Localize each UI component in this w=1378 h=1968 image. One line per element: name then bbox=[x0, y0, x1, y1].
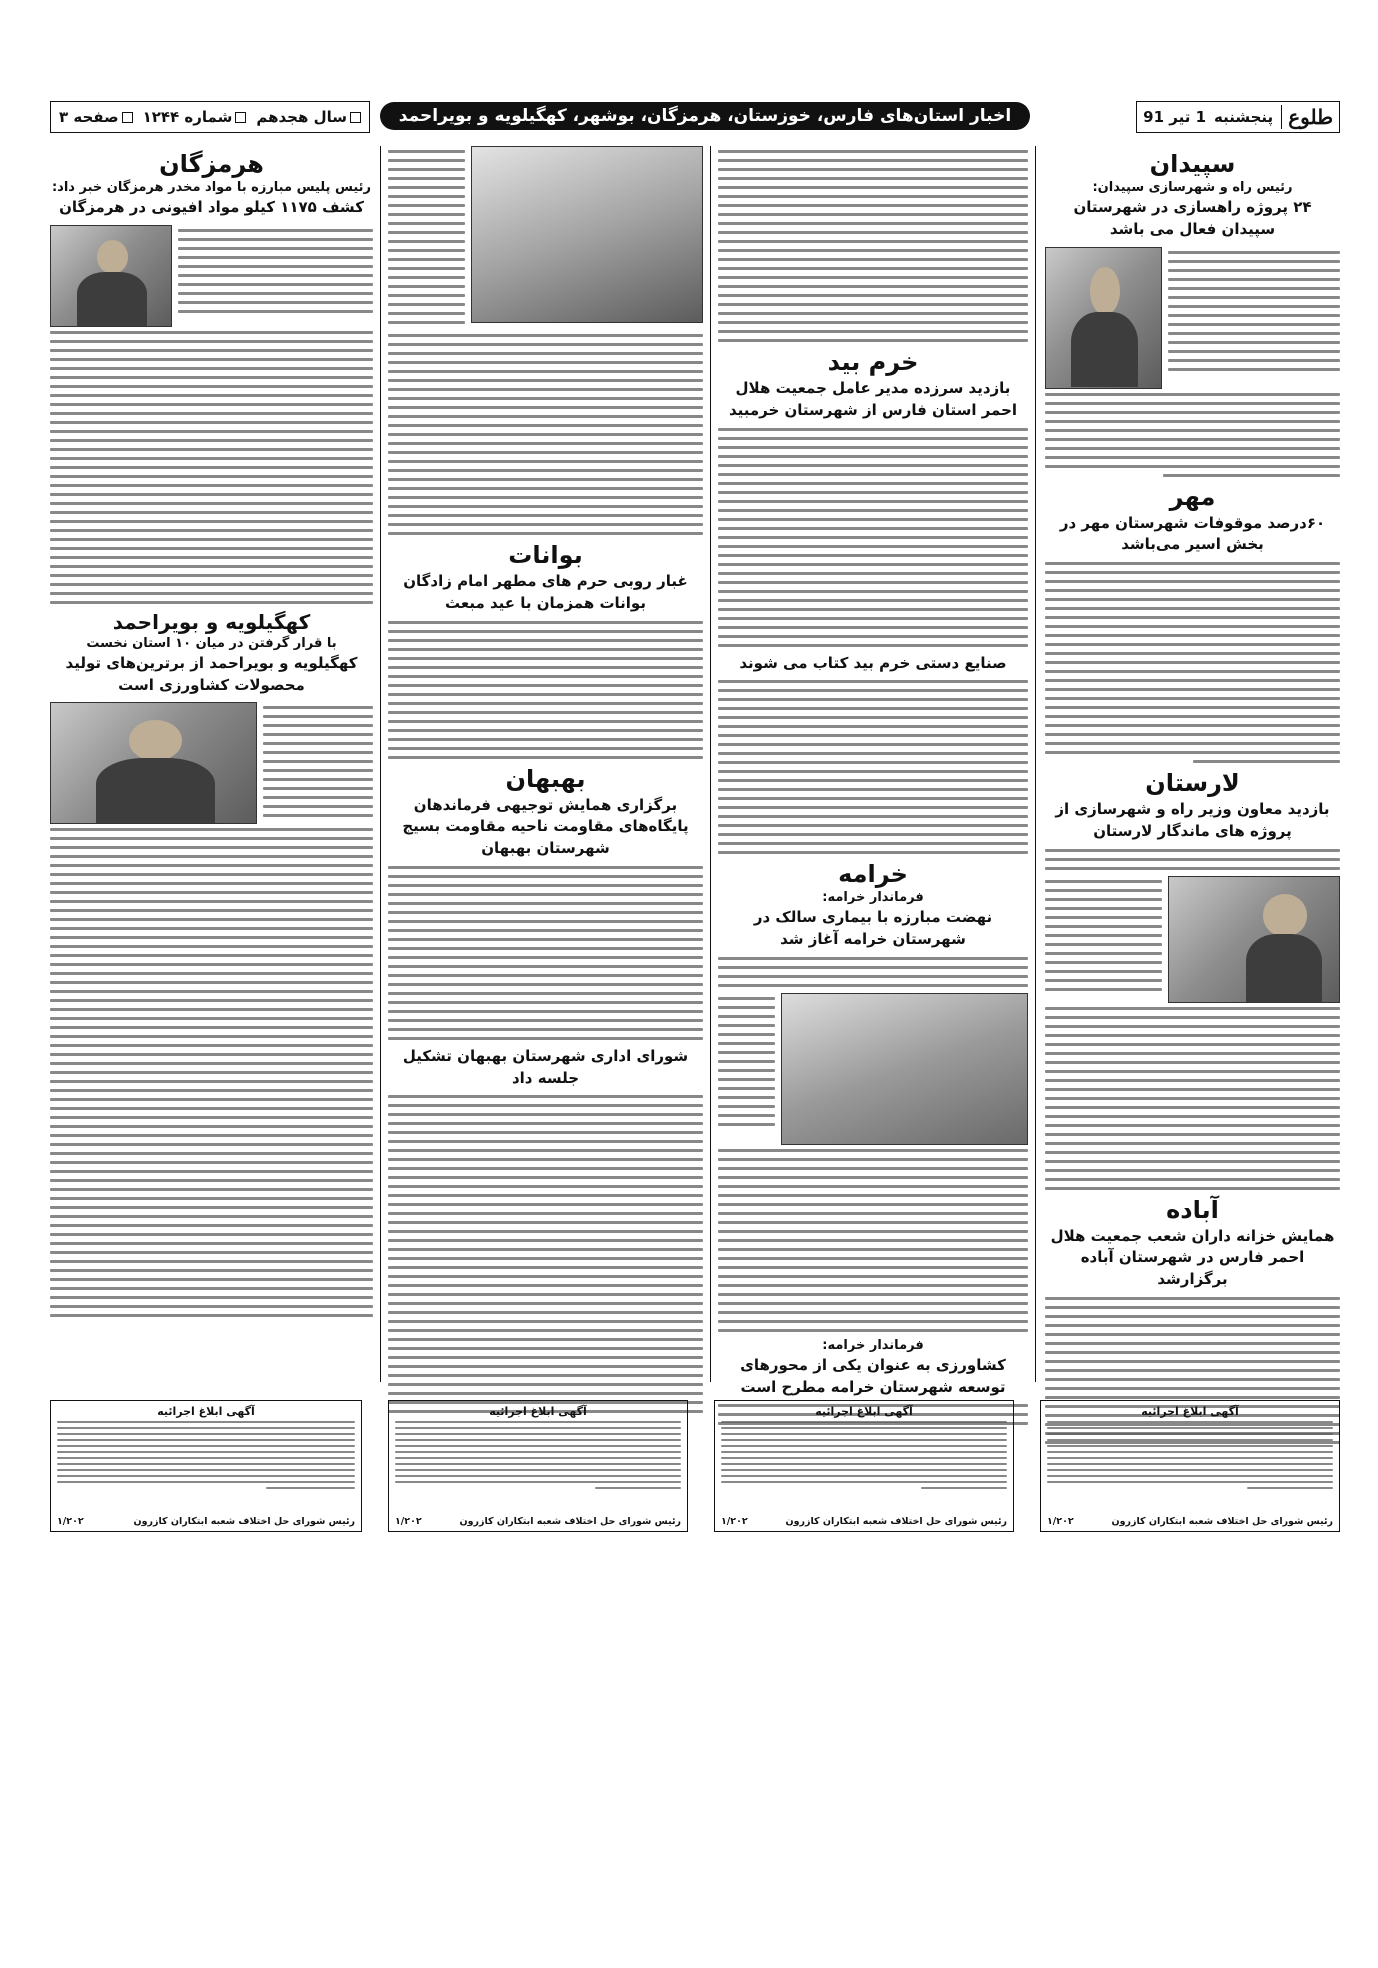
article-subheading: صنایع دستی خرم بید کتاب می شوند bbox=[739, 653, 1007, 672]
section-heading: لارستان bbox=[1145, 769, 1240, 797]
section-heading: بهبهان bbox=[505, 764, 586, 793]
section-heading: خرامه bbox=[838, 860, 908, 889]
legal-notice: آگهی ابلاغ اجرائیه رئیس شورای حل اختلاف شعبه ابتکاران کازرون ۱/۲۰۲ bbox=[714, 1400, 1014, 1532]
square-bullet-icon bbox=[122, 112, 133, 123]
article-title: شورای اداری شهرستان بهبهان تشکیل جلسه داد bbox=[402, 1046, 689, 1087]
article-title: همایش خزانه داران شعب جمعیت هلال احمر فارس در شهرستان آباده برگزارشد bbox=[1050, 1226, 1335, 1288]
column-3 bbox=[388, 146, 703, 1382]
article-body bbox=[388, 621, 703, 759]
article-body bbox=[178, 229, 373, 327]
newspaper-logo: طلوع bbox=[1281, 105, 1333, 129]
section-heading: سپیدان bbox=[1149, 150, 1236, 178]
meeting-photo bbox=[781, 993, 1028, 1145]
section-heading: بوانات bbox=[508, 541, 583, 569]
issue-day: پنجشنبه bbox=[1214, 108, 1274, 126]
column-4 bbox=[50, 146, 373, 1382]
masthead-left bbox=[50, 101, 370, 133]
section-heading: کهگیلویه و بویراحمد bbox=[112, 609, 311, 634]
page-number: صفحه ۳ bbox=[59, 108, 133, 126]
column-divider bbox=[380, 146, 381, 1382]
article-title: کهگیلویه و بویراحمد از برترین‌های تولید محصولات کشاورزی است bbox=[65, 653, 358, 694]
square-bullet-icon bbox=[350, 112, 361, 123]
article-title: نهضت مبارزه با بیماری سالک در شهرستان خرامه آغاز شد bbox=[753, 908, 993, 948]
section-banner: اخبار استان‌های فارس، خوزستان، هرمزگان، بوشهر، کهگیلویه و بویراحمد bbox=[380, 102, 1030, 130]
article-subtitle: با قرار گرفتن در میان ۱۰ استان نخست bbox=[86, 635, 337, 651]
article-body bbox=[1168, 251, 1340, 389]
article-subtitle: رئیس پلیس مبارزه با مواد مخدر هرمزگان خبر داد: bbox=[51, 180, 372, 195]
article-title: ۶۰درصد موقوفات شهرستان مهر در بخش اسیر می‌باشد bbox=[1059, 513, 1326, 554]
masthead-right bbox=[1136, 101, 1340, 133]
article-body bbox=[263, 706, 373, 824]
article-title: بازدید معاون وزیر راه و شهرسازی از پروژه های ماندگار لارستان bbox=[1055, 800, 1330, 840]
article-title: کشف ۱۱۷۵ کیلو مواد افیونی در هرمزگان bbox=[59, 198, 364, 216]
article-body bbox=[1045, 1007, 1340, 1190]
column-2 bbox=[718, 146, 1028, 1396]
article-title: غبار روبی حرم های مطهر امام زادگان بوانات همزمان با عید مبعث bbox=[403, 572, 688, 612]
article-body bbox=[50, 828, 373, 1317]
article-title: ۲۴ پروژه راهسازی در شهرستان سپیدان فعال می باشد bbox=[1073, 198, 1312, 238]
column-divider bbox=[1035, 146, 1036, 1382]
issue-number: شماره ۱۲۴۴ bbox=[143, 108, 247, 126]
article-subtitle: رئیس راه و شهرسازی سپیدان: bbox=[1092, 180, 1293, 195]
section-heading: خرم بید bbox=[827, 348, 919, 376]
article-body bbox=[388, 334, 703, 535]
newspaper-page bbox=[50, 100, 1340, 1940]
section-heading: هرمزگان bbox=[159, 150, 264, 178]
article-title: بازدید سرزده مدیر عامل جمعیت هلال احمر استان فارس از شهرستان خرمبید bbox=[728, 379, 1018, 419]
section-heading: مهر bbox=[1169, 482, 1216, 511]
page-header bbox=[50, 100, 1340, 134]
article-body bbox=[718, 997, 775, 1145]
article-body bbox=[718, 957, 1028, 987]
article-body bbox=[718, 150, 1028, 342]
handshake-photo bbox=[471, 146, 703, 323]
article-body bbox=[1045, 393, 1340, 477]
article-subtitle: فرماندار خرامه: bbox=[822, 1337, 924, 1353]
article-body bbox=[718, 428, 1028, 647]
article-body bbox=[718, 1149, 1028, 1332]
article-title: برگزاری همایش توجیهی فرماندهان پایگاه‌های مقاومت ناحیه مقاومت بسیج شهرستان بهبهان bbox=[402, 795, 689, 857]
article-body bbox=[50, 331, 373, 604]
article-body bbox=[1045, 880, 1162, 1003]
square-bullet-icon bbox=[235, 112, 246, 123]
legal-notice: آگهی ابلاغ اجرائیه رئیس شورای حل اختلاف شعبه ابتکاران کازرون ۱/۲۰۲ bbox=[1040, 1400, 1340, 1532]
section-heading: آباده bbox=[1166, 1195, 1219, 1224]
article-body bbox=[1045, 562, 1340, 763]
portrait-photo bbox=[1045, 247, 1162, 389]
article-body bbox=[388, 866, 703, 1040]
column-divider bbox=[710, 146, 711, 1382]
legal-notice: آگهی ابلاغ اجرائیه رئیس شورای حل اختلاف شعبه ابتکاران کازرون ۱/۲۰۲ bbox=[388, 1400, 688, 1532]
article-body bbox=[1045, 849, 1340, 870]
legal-notices bbox=[50, 1400, 1340, 1540]
legal-notice: آگهی ابلاغ اجرائیه رئیس شورای حل اختلاف شعبه ابتکاران کازرون ۱/۲۰۲ bbox=[50, 1400, 362, 1532]
news-photo bbox=[1168, 876, 1340, 1003]
article-body bbox=[718, 680, 1028, 854]
issue-date: 1 تیر 91 bbox=[1143, 108, 1206, 126]
year-label: سال هجدهم bbox=[256, 108, 361, 126]
column-1 bbox=[1045, 146, 1340, 1382]
portrait-photo bbox=[50, 702, 257, 824]
article-title: کشاورزی به عنوان یکی از محورهای توسعه شهرستان خرامه مطرح است bbox=[740, 1355, 1006, 1396]
article-body bbox=[388, 150, 465, 330]
portrait-photo bbox=[50, 225, 172, 327]
article-subtitle: فرماندار خرامه: bbox=[822, 890, 924, 906]
article-body bbox=[388, 1095, 703, 1413]
